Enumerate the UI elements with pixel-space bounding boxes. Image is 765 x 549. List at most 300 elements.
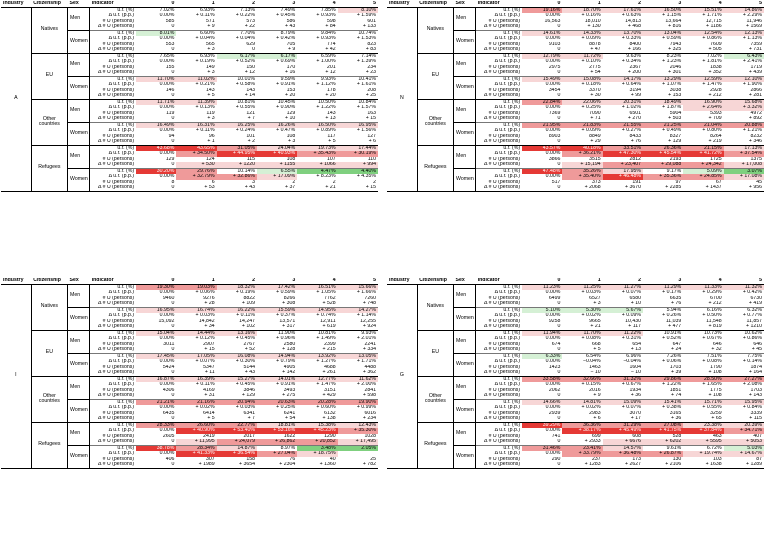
value-cell: 0 bbox=[522, 185, 562, 191]
value-cell: 4905 bbox=[283, 364, 296, 370]
value-cell: 0 bbox=[522, 462, 562, 468]
value-cell: 8232 bbox=[750, 133, 762, 139]
value-cell: + 45.54% bbox=[643, 151, 683, 157]
value-cell: 6527 bbox=[589, 295, 601, 301]
value-cell: + 0.84% bbox=[742, 405, 762, 410]
indicator-label: Δ u.r. (p.p.) bbox=[108, 359, 135, 364]
value-cell: 5144 bbox=[243, 364, 255, 370]
sex-label: Women bbox=[454, 168, 476, 191]
value-cell: 7.13% bbox=[240, 7, 255, 13]
sex-label: Men bbox=[68, 53, 90, 76]
value-cell: + 0.50% bbox=[702, 313, 722, 318]
value-cell: + 1.56% bbox=[356, 128, 376, 133]
value-cell: 586 bbox=[286, 18, 296, 24]
value-cell: 15.71% bbox=[683, 399, 723, 405]
indicator-label: Δ u.r. (p.p.) bbox=[494, 359, 521, 364]
value-cell: 13.04% bbox=[643, 30, 683, 36]
value-cell: 143 bbox=[246, 87, 255, 93]
value-cell: + 956 bbox=[724, 185, 764, 191]
indicator-label: Δ u.r. (p.p.) bbox=[108, 405, 135, 410]
value-cell: + 1.02% bbox=[621, 105, 641, 110]
value-cell: + 1437 bbox=[683, 185, 723, 191]
sex-label: Men bbox=[454, 99, 476, 122]
value-cell: + 334 bbox=[338, 347, 378, 353]
value-cell: + 619 bbox=[297, 324, 337, 330]
value-cell: 16.25% bbox=[217, 122, 257, 128]
value-cell: 7.02% bbox=[159, 7, 175, 13]
indicator-label: u.r. (%) bbox=[503, 122, 521, 128]
value-cell: + 16 bbox=[257, 70, 297, 76]
value-cell: + 1.47% bbox=[316, 382, 336, 387]
value-cell: + 47 bbox=[562, 47, 602, 53]
value-cell: 463 bbox=[712, 433, 722, 439]
value-cell: 12.13% bbox=[724, 30, 764, 36]
value-cell: + 32.86% bbox=[217, 174, 257, 180]
value-cell: + 12 bbox=[217, 70, 257, 76]
indicator-label: Δ # U (persons) bbox=[476, 439, 522, 445]
value-cell: + 0.74% bbox=[316, 313, 336, 318]
value-cell: + 37.84% bbox=[683, 428, 723, 434]
sex-label: Men bbox=[68, 99, 90, 122]
value-cell: + 219 bbox=[683, 139, 723, 145]
value-cell: + 108 bbox=[683, 393, 723, 399]
value-cell: 32.66% bbox=[562, 376, 602, 382]
indicator-label: u.r. (%) bbox=[117, 307, 135, 313]
sex-label: Men bbox=[454, 145, 476, 168]
value-cell: + 11 bbox=[176, 370, 216, 376]
value-cell: 3070 bbox=[629, 410, 641, 416]
value-cell: + 819 bbox=[683, 324, 723, 330]
value-cell: + 0.29% bbox=[702, 290, 722, 295]
value-cell: + 29 bbox=[562, 139, 602, 145]
indicator-label: u.r. (%) bbox=[503, 168, 521, 174]
value-cell: + 35.43% bbox=[297, 151, 337, 157]
value-cell: + 0.38% bbox=[662, 405, 682, 410]
value-cell: 0.00% bbox=[545, 405, 561, 410]
value-cell: 19.03% bbox=[176, 284, 216, 290]
header-col-4: 4 bbox=[297, 1, 337, 7]
value-cell: 8433 bbox=[629, 133, 641, 139]
value-cell: 15.27% bbox=[217, 376, 257, 382]
value-cell: + 2304 bbox=[257, 462, 297, 468]
citizenship-label: Refugees bbox=[31, 145, 67, 191]
value-cell: + 0.24% bbox=[235, 128, 255, 133]
value-cell: 21.95% bbox=[522, 122, 562, 128]
value-cell: + 2106 bbox=[643, 462, 683, 468]
value-cell: 2580 bbox=[283, 341, 296, 347]
value-cell: 6.17% bbox=[257, 53, 297, 59]
value-cell: 3151 bbox=[324, 387, 336, 393]
value-cell: + 99 bbox=[603, 93, 643, 99]
value-cell: 16,563 bbox=[544, 18, 561, 24]
value-cell: + 129 bbox=[217, 393, 257, 399]
value-cell: 6414 bbox=[203, 410, 215, 416]
value-cell: 31.05% bbox=[217, 145, 257, 151]
value-cell: 3339 bbox=[750, 410, 762, 416]
sex-label: Men bbox=[454, 422, 476, 445]
value-cell: + 0.16% bbox=[581, 13, 601, 18]
value-cell: 31.32% bbox=[603, 376, 643, 382]
value-cell: 67 bbox=[715, 179, 722, 185]
value-cell: 7762 bbox=[324, 295, 336, 301]
value-cell: 0 bbox=[136, 301, 176, 307]
value-cell: 14.27% bbox=[338, 307, 378, 313]
citizenship-label: EU bbox=[417, 330, 453, 376]
value-cell: + 14 bbox=[217, 93, 257, 99]
value-cell: + 138 bbox=[297, 416, 337, 422]
value-cell: 0.00% bbox=[545, 336, 561, 341]
value-cell: + 0.04% bbox=[195, 36, 215, 41]
value-cell: + 0.93% bbox=[316, 13, 336, 18]
value-cell: + 26,862 bbox=[257, 439, 297, 445]
value-cell: 8327 bbox=[669, 133, 682, 139]
value-cell: 4488 bbox=[364, 364, 376, 370]
value-cell: + 0.86% bbox=[702, 36, 722, 41]
value-cell: + 44.95% bbox=[217, 151, 257, 157]
indicator-label: # U (persons) bbox=[488, 87, 521, 93]
value-cell: + 1155 bbox=[257, 162, 297, 168]
value-cell: 7.49% bbox=[280, 7, 296, 13]
value-cell: + 0.27% bbox=[621, 128, 641, 133]
value-cell: 0.00% bbox=[545, 36, 561, 41]
value-cell: + 0.86% bbox=[742, 336, 762, 341]
value-cell: 11.32% bbox=[724, 284, 764, 290]
indicator-label: Δ u.r. (p.p.) bbox=[494, 59, 521, 64]
value-cell: + 1.21% bbox=[742, 128, 762, 133]
value-cell: + 0.58% bbox=[235, 82, 255, 87]
value-cell: 143 bbox=[206, 87, 215, 93]
value-cell: + 0.11% bbox=[195, 128, 215, 133]
value-cell: + 0.52% bbox=[235, 59, 255, 64]
indicator-label: Δ # U (persons) bbox=[90, 47, 136, 53]
value-cell: 47.48% bbox=[522, 168, 562, 174]
value-cell: 0 bbox=[522, 416, 562, 422]
value-cell: + 3 bbox=[257, 139, 297, 145]
value-cell: 21.25% bbox=[643, 122, 683, 128]
value-cell: 5.67% bbox=[603, 307, 643, 313]
value-cell: 3454 bbox=[548, 87, 561, 93]
value-cell: 553 bbox=[165, 41, 175, 47]
indicator-label: Δ u.r. (p.p.) bbox=[494, 428, 521, 433]
indicator-label: Δ u.r. (p.p.) bbox=[108, 382, 135, 387]
value-cell: + 143 bbox=[724, 393, 764, 399]
value-cell: 16.90% bbox=[683, 99, 723, 105]
panel-table bbox=[387, 1, 764, 192]
value-cell: 6501 bbox=[629, 110, 641, 116]
indicator-label: Δ # U (persons) bbox=[476, 301, 522, 307]
value-cell: + 17,008 bbox=[724, 162, 764, 168]
value-cell: 2605 bbox=[162, 433, 175, 439]
value-cell: 10.14% bbox=[237, 168, 255, 174]
value-cell: + 1.47% bbox=[702, 82, 722, 87]
value-cell: 17.95% bbox=[603, 168, 643, 174]
indicator-label: Δ # U (persons) bbox=[90, 185, 136, 191]
value-cell: + 0.11% bbox=[195, 13, 215, 18]
value-cell: + 0.34% bbox=[621, 59, 641, 64]
value-cell: 10.74% bbox=[358, 30, 376, 36]
value-cell: + 36.21% bbox=[562, 151, 602, 157]
value-cell: 22.77% bbox=[217, 422, 257, 428]
indicator-label: # U (persons) bbox=[102, 133, 135, 139]
value-cell: 4972 bbox=[750, 110, 762, 116]
value-cell: + 0.91% bbox=[276, 382, 296, 387]
value-cell: 130 bbox=[672, 456, 682, 462]
value-cell: + 0.07% bbox=[621, 290, 641, 295]
panel-industry-n bbox=[387, 1, 764, 192]
value-cell: 8.10% bbox=[338, 7, 378, 13]
indicator-label: Δ # U (persons) bbox=[90, 347, 136, 353]
value-cell: + 0.11% bbox=[236, 313, 255, 318]
value-cell: 6.16% bbox=[706, 307, 722, 313]
value-cell: 0 bbox=[136, 185, 176, 191]
sex-label: Women bbox=[454, 353, 476, 376]
value-cell: 654 bbox=[632, 341, 641, 347]
value-cell: 10.45% bbox=[277, 99, 296, 105]
indicator-label: Δ # U (persons) bbox=[90, 24, 136, 30]
value-cell: 17.42% bbox=[257, 284, 297, 290]
citizenship-label: EU bbox=[31, 330, 67, 376]
value-cell: 7.14% bbox=[361, 53, 376, 59]
value-cell: 7369 bbox=[548, 110, 561, 116]
value-cell: 705 bbox=[286, 41, 296, 47]
indicator-label: # U (persons) bbox=[488, 318, 521, 324]
value-cell: 20.31% bbox=[603, 99, 643, 105]
value-cell: + 47.30% bbox=[603, 151, 643, 157]
value-cell: 39.29% bbox=[522, 422, 562, 428]
value-cell: + 15,194 bbox=[562, 162, 602, 168]
header-industry: Industry bbox=[387, 278, 417, 284]
value-cell: 741 bbox=[551, 433, 561, 439]
value-cell: 17.05% bbox=[176, 353, 216, 359]
value-cell: 11.94% bbox=[522, 330, 562, 336]
value-cell: 17.45% bbox=[136, 353, 176, 359]
value-cell: 15,092 bbox=[158, 318, 175, 324]
header-col-2: 2 bbox=[217, 1, 257, 7]
value-cell: 6016 bbox=[364, 410, 376, 416]
value-cell: 7260 bbox=[364, 295, 376, 301]
value-cell: 3165 bbox=[669, 410, 682, 416]
value-cell: + 23,407 bbox=[603, 162, 643, 168]
value-cell: 2062 bbox=[548, 387, 561, 393]
value-cell: + 40.93% bbox=[257, 151, 297, 157]
value-cell: + 5 bbox=[297, 139, 337, 145]
value-cell: 0.00% bbox=[545, 382, 561, 387]
value-cell: 573 bbox=[246, 18, 255, 24]
value-cell: + 530 bbox=[176, 162, 216, 168]
sex-label: Women bbox=[68, 122, 90, 145]
value-cell: + 36.48% bbox=[603, 451, 643, 457]
header-col-3: 3 bbox=[643, 278, 683, 284]
value-cell: 0 bbox=[136, 416, 176, 422]
sex-label: Men bbox=[68, 7, 90, 30]
value-cell: 21.16% bbox=[176, 399, 216, 405]
header-col-0: 0 bbox=[522, 278, 562, 284]
value-cell: + 0.64% bbox=[621, 82, 641, 87]
header-sex: Sex bbox=[68, 278, 90, 284]
value-cell: + 9 bbox=[257, 47, 297, 53]
value-cell: 1028 bbox=[364, 433, 376, 439]
value-cell: 11.22% bbox=[603, 330, 643, 336]
indicator-label: # U (persons) bbox=[102, 18, 135, 24]
value-cell: + 748 bbox=[338, 301, 378, 307]
value-cell: 0 bbox=[522, 393, 562, 399]
value-cell: 2812 bbox=[629, 156, 641, 162]
value-cell: 1703 bbox=[750, 387, 762, 393]
value-cell: + 5595 bbox=[683, 439, 723, 445]
value-cell: 0.00% bbox=[545, 128, 561, 133]
value-cell: + 34 bbox=[176, 324, 216, 330]
value-cell: + 32 bbox=[683, 347, 723, 353]
value-cell: + 0.42% bbox=[742, 290, 762, 295]
sex-label: Men bbox=[454, 330, 476, 353]
indicator-label: Δ # U (persons) bbox=[476, 162, 522, 168]
indicator-label: Δ u.r. (p.p.) bbox=[108, 105, 135, 110]
value-cell: + 317 bbox=[257, 324, 297, 330]
sex-label: Men bbox=[68, 145, 90, 168]
indicator-label: Δ # U (persons) bbox=[90, 301, 136, 307]
value-cell: + 14.67% bbox=[724, 451, 764, 457]
value-cell: 11,039 bbox=[665, 318, 682, 324]
value-cell: 14.01% bbox=[257, 376, 297, 382]
value-cell: + 2285 bbox=[643, 185, 683, 191]
indicator-label: Δ # U (persons) bbox=[476, 139, 522, 145]
panel-industry-a bbox=[1, 1, 378, 192]
value-cell: + 142 bbox=[257, 370, 297, 376]
value-cell: 7.51% bbox=[706, 353, 722, 359]
indicator-label: # U (persons) bbox=[488, 410, 521, 416]
value-cell: 0.00% bbox=[545, 59, 561, 64]
value-cell: + 54 bbox=[562, 70, 602, 76]
value-cell: −0.04% bbox=[582, 359, 601, 364]
value-cell: + 0.42% bbox=[276, 36, 296, 41]
value-cell: + 352 bbox=[683, 70, 723, 76]
indicator-label: # U (persons) bbox=[488, 133, 521, 139]
value-cell: 1719 bbox=[750, 64, 762, 70]
value-cell: 0.00% bbox=[159, 382, 175, 387]
value-cell: + 17.09% bbox=[257, 174, 297, 180]
value-cell: 0 bbox=[522, 439, 562, 445]
value-cell: 0 bbox=[522, 47, 562, 53]
value-cell: 7.02% bbox=[706, 53, 722, 59]
indicator-label: Δ # U (persons) bbox=[90, 370, 136, 376]
value-cell: 36.36% bbox=[562, 422, 602, 428]
value-cell: 6341 bbox=[243, 410, 255, 416]
value-cell: 97 bbox=[675, 179, 682, 185]
value-cell: 11,946 bbox=[746, 18, 762, 24]
value-cell: 153 bbox=[286, 87, 296, 93]
indicator-label: # U (persons) bbox=[102, 364, 135, 370]
value-cell: 14,813 bbox=[625, 18, 641, 24]
value-cell: + 0.14% bbox=[742, 359, 762, 364]
sex-label: Women bbox=[68, 30, 90, 53]
indicator-label: u.r. (%) bbox=[503, 99, 521, 105]
indicator-label: Δ # U (persons) bbox=[476, 116, 522, 122]
value-cell: 5.09% bbox=[683, 168, 723, 174]
value-cell: + 234 bbox=[338, 416, 378, 422]
value-cell: + 1.23% bbox=[662, 59, 682, 64]
value-cell: + 0.03% bbox=[235, 405, 255, 410]
value-cell: + 0.06% bbox=[662, 359, 682, 364]
value-cell: + 0.15% bbox=[581, 382, 601, 387]
value-cell: 178 bbox=[326, 87, 336, 93]
indicator-label: # U (persons) bbox=[488, 433, 521, 439]
value-cell: + 102 bbox=[217, 324, 257, 330]
value-cell: 3.48% bbox=[297, 445, 337, 451]
value-cell: 774 bbox=[326, 41, 336, 47]
value-cell: 9.63% bbox=[626, 53, 641, 59]
value-cell: 11.39% bbox=[176, 99, 216, 105]
value-cell: 2 bbox=[373, 179, 376, 185]
value-cell: 15.66% bbox=[338, 284, 378, 290]
sex-label: Men bbox=[68, 330, 90, 353]
value-cell: + 0.45% bbox=[276, 13, 296, 18]
value-cell: 0 bbox=[217, 47, 257, 53]
sex-label: Women bbox=[68, 168, 90, 191]
value-cell: + 1569 bbox=[724, 24, 764, 30]
value-cell: 19.73% bbox=[297, 145, 337, 151]
value-cell: + 325 bbox=[643, 47, 683, 53]
value-cell: 27.08% bbox=[643, 422, 683, 428]
value-cell: + 2.64% bbox=[683, 105, 723, 111]
value-cell: 9.84% bbox=[320, 30, 336, 36]
sex-label: Women bbox=[68, 307, 90, 330]
value-cell: 30.20% bbox=[136, 168, 176, 174]
header-col-3: 3 bbox=[257, 278, 297, 284]
value-cell: + 36.54% bbox=[217, 451, 257, 457]
value-cell: 0.00% bbox=[545, 428, 561, 433]
value-cell: 1851 bbox=[669, 387, 682, 393]
value-cell: + 281 bbox=[724, 93, 764, 99]
value-cell: + 39 bbox=[643, 370, 683, 376]
indicator-label: u.r. (%) bbox=[503, 376, 521, 382]
value-cell: + 2068 bbox=[562, 185, 602, 191]
value-cell: 40 bbox=[329, 456, 336, 462]
value-cell: 10.50% bbox=[318, 99, 336, 105]
value-cell: 4306 bbox=[162, 387, 175, 393]
value-cell: + 215 bbox=[297, 347, 337, 353]
value-cell: + 0.69% bbox=[276, 59, 296, 64]
indicator-label: Δ u.r. (p.p.) bbox=[108, 336, 135, 341]
value-cell: 7609 bbox=[710, 41, 722, 47]
value-cell: + 109 bbox=[217, 301, 257, 307]
value-cell: + 1.39% bbox=[356, 59, 376, 64]
value-cell: + 0.96% bbox=[276, 336, 296, 341]
value-cell: + 53.40% bbox=[217, 428, 257, 434]
value-cell: + 2.29% bbox=[742, 13, 762, 18]
value-cell: 0 bbox=[136, 47, 176, 53]
indicator-label: Δ u.r. (p.p.) bbox=[494, 313, 521, 318]
value-cell: + 503 bbox=[643, 116, 683, 122]
value-cell: + 17.08% bbox=[724, 174, 764, 180]
value-cell: + 1.61% bbox=[356, 82, 376, 87]
value-cell: + 505 bbox=[683, 47, 723, 53]
value-cell: 1838 bbox=[710, 64, 722, 70]
value-cell: 0.00% bbox=[545, 151, 561, 156]
value-cell: 21.83% bbox=[562, 122, 602, 128]
indicator-label: # U (persons) bbox=[488, 179, 521, 185]
indicator-label: # U (persons) bbox=[488, 364, 521, 370]
value-cell: 14.33% bbox=[562, 30, 602, 36]
indicator-label: Δ # U (persons) bbox=[476, 393, 522, 399]
header-col-1: 1 bbox=[562, 1, 602, 7]
indicator-label: Δ # U (persons) bbox=[476, 185, 522, 191]
value-cell: 12,715 bbox=[705, 18, 722, 24]
value-cell: 0.00% bbox=[545, 174, 561, 179]
indicator-label: Δ # U (persons) bbox=[90, 416, 136, 422]
header-col-2: 2 bbox=[603, 278, 643, 284]
value-cell: + 15 bbox=[176, 347, 216, 353]
value-cell: 6.93% bbox=[199, 53, 215, 59]
